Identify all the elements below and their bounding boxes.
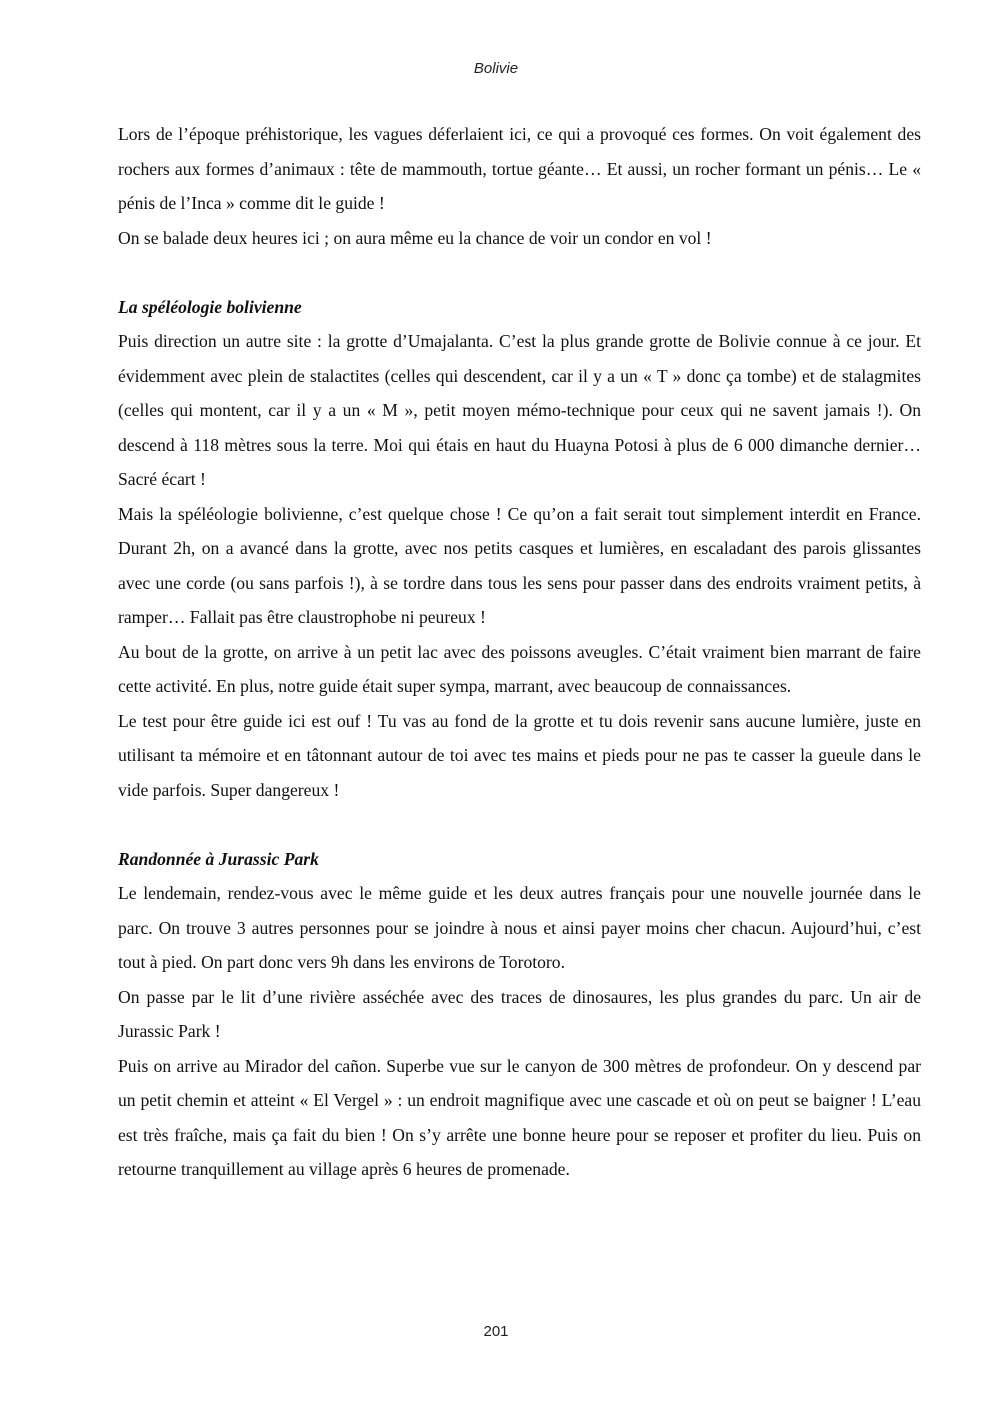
paragraph: Mais la spéléologie bolivienne, c’est quelque chose ! Ce qu’on a fait serait tout simplement interdit en France. Durant 2h, on a avancé dans la grotte, avec nos petits casques et lumières, en escaladant des parois glissantes avec une corde (ou sans parfois !), à se tordre dans tous les sens pour passer dans des endroits vraiment petits, à ramper… Fallait pas être claustrophobe ni peureux ! [118, 503, 921, 627]
paragraph: Au bout de la grotte, on arrive à un petit lac avec des poissons aveugles. C’était vraiment bien marrant de faire cette activité. En plus, notre guide était super sympa, marrant, avec beaucoup de connaissances. [118, 641, 921, 696]
section-spacer [118, 807, 921, 842]
section-spacer [118, 255, 921, 290]
page-body [118, 117, 921, 1187]
paragraph: On se balade deux heures ici ; on aura même eu la chance de voir un condor en vol ! [118, 227, 712, 248]
paragraph: Le test pour être guide ici est ouf ! Tu vas au fond de la grotte et tu dois revenir sans aucune lumière, juste en utilisant ta mémoire et en tâtonnant autour de toi avec tes mains et pieds pour ne pas te casser la gueule dans le vide parfois. Super dangereux ! [118, 710, 921, 800]
section-heading-speleologie: La spéléologie bolivienne [118, 296, 302, 317]
page-number: 201 [483, 1323, 509, 1340]
paragraph: On passe par le lit d’une rivière asséchée avec des traces de dinosaures, les plus grandes du parc. Un air de Jurassic Park ! [118, 986, 921, 1041]
paragraph: Puis on arrive au Mirador del cañon. Superbe vue sur le canyon de 300 mètres de profondeur. On y descend par un petit chemin et atteint « El Vergel » : un endroit magnifique avec une cascade et où on peut se baigner ! L’eau est très fraîche, mais ça fait du bien ! On s’y arrête une bonne heure pour se reposer et profiter du lieu. Puis on retourne tranquillement au village après 6 heures de promenade. [118, 1055, 921, 1179]
paragraph: Lors de l’époque préhistorique, les vagues déferlaient ici, ce qui a provoqué ces formes. On voit également des rochers aux formes d’animaux : tête de mammouth, tortue géante… Et aussi, un rocher formant un pénis… Le « pénis de l’Inca » comme dit le guide ! [118, 124, 921, 213]
paragraph: Le lendemain, rendez-vous avec le même guide et les deux autres français pour une nouvelle journée dans le parc. On trouve 3 autres personnes pour se joindre à nous et ainsi payer moins cher chacun. Aujourd’hui, c’est tout à pied. On part donc vers 9h dans les environs de Torotoro. [118, 883, 921, 972]
section-heading-jurassic-park: Randonnée à Jurassic Park [118, 848, 319, 869]
running-header: Bolivie [473, 60, 519, 77]
paragraph: Puis direction un autre site : la grotte d’Umajalanta. C’est la plus grande grotte de Bolivie connue à ce jour. Et évidemment avec plein de stalactites (celles qui descendent, car il y a un « T » donc ça tombe) et de stalagmites (celles qui montent, car il y a un « M », petit moyen mémo-technique pour ceux qui ne savent jamais !). On descend à 118 mètres sous la terre. Moi qui étais en haut du Huayna Potosi à plus de 6 000 dimanche dernier… Sacré écart ! [118, 331, 921, 489]
